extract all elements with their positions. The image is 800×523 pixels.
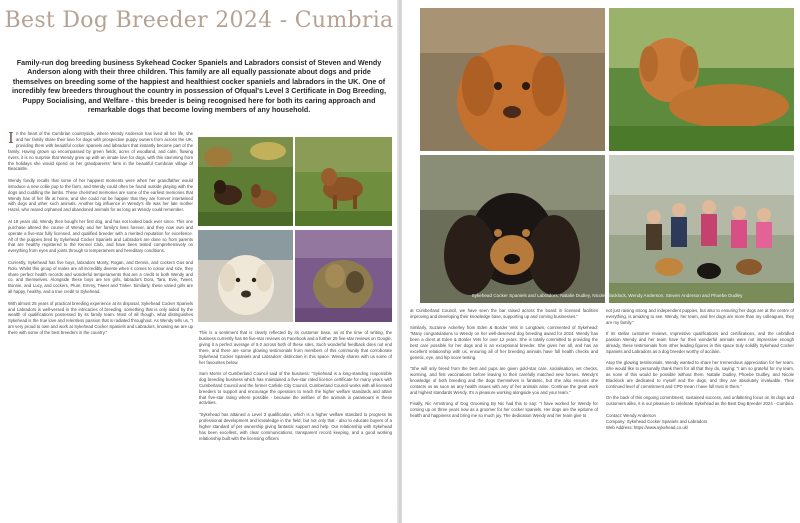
right-col1-para: at Cumberland Council, we have seen the bar raised across the board in licensed facilities improving and developing their knowledge base, supporting up and coming businesses." [410,308,598,319]
photo-labrador-lying [609,8,794,151]
contact-block [606,413,794,431]
right-col1-para: Similarly, Suzanne Ackerley from Eden & Border Vets in Longtown, commented of Sykehead: "Many congratulations to Wendy on her well-deserved dog breeding award for 2024. Wendy has been a client at Eden & Border Vets for over 12 years. She is totally committed to providing the best care possible for her dogs and is an exceptional breeder. She gives her all, and has an excellent relationship with us, ensuring all of her breeding animals have full health checks and genetic, eye, and hip score testing. [410,325,598,360]
photo-caption: Sykehead Cocker Spaniels and Labradors: Natalie Dudley, Nicole Blacklock, Wendy Anderson, Steven Anderson and Phoebe Dudley [471,293,743,298]
right-col2-para: On the back of this ongoing commitment, sustained success, and unfaltering focus on its dogs and customers alike, it is our pleasure to celebrate Sykehead as the Best Dog Breeder 2024 - Cumbria. [606,395,794,407]
left-col1-para: In the heart of the Cumbrian countryside, where Wendy Anderson has lived all her life, she and her family share their love for dogs with prospective puppy owners from across the UK, providing them with beautiful cocker spaniels and labradors that instantly become part of the family. Having grown up encompassed by green fields, acres of woodland, and calm, flowing rivers, it is no surprise that Wendy grew up with an innate love for dogs, with this stemming from the holidays she would spend on her grandparents' farm in the beautiful Cumbrian village of Beacastle. [8,131,193,172]
photo-labrador-lying-image [609,8,794,151]
photo-fox-red-labrador-image [420,8,605,151]
photo-team [609,155,794,303]
right-col1-para: "She will only breed from the best and pups are given gold-star care, socialisation, vet checks, worming, and first vaccinations before leaving to their carefully matched new homes. Wendy's knowledge of both breeding and the dogs themselves is fantastic, but she also ensures she contacts us as soon as any health issues with any of her animals arise. Continue the great work and highest standards Wendy. It's a pleasure working alongside you and your team." [410,366,598,395]
intro-paragraph: Family-run dog breeding business Sykehead Cocker Spaniels and Labradors consist of Steven and Wendy Anderson along with their three children. This family are all equally passionate about dogs and pride themselves on breeding some of the happiest and healthiest cocker spaniels and labradors in the UK. One of incredibly few breeders throughout the country in possession of Ofqual's Level 3 Certificate in Dog Breeding, Puppy Socialising, and Welfare - this breeder is being recognised here for both its caring approach and remarkable dogs that become loving members of any household. [12,58,386,115]
left-col1-para: Wendy fondly recalls that some of her happiest moments were when her grandfather would introduce a new collie pup to the farm, and Wendy could often be found outside playing with the dogs and cuddling the lambs. These cherished memories are some of the earliest memories that Wendy has of her life at home, and she could not be happier that they are forever intertwined with dogs and other such animals. Another big influence in Wendy's life was her late mother Hazel, who reared orphaned and abandoned animals for as long as Wendy could remember. [8,177,193,213]
left-col2-para: This is a sentiment that is clearly reflected by its customer base, as at the time of writing, the business currently has 66 five-star reviews on Facebook and a further 25 five-star reviews on Google, giving it a perfect average of 5.0 across both of these sites. Such wonderful feedback does not end there, and there are some glowing testimonials from members of this community that corroborate Sykehead Cocker Spaniels and Labradors' distinction in this space. Wendy shares with us some of her favourites below. [199,330,392,365]
right-column-1 [410,308,598,523]
left-page [0,0,398,523]
photo-cockers-in-field [198,137,293,226]
photo-cream-labrador-image [198,230,293,322]
photo-cockers-in-field-image [198,137,293,226]
right-col2-para: Atop the glowing testimonials, Wendy wanted to share her tremendous appreciation for her team. She would like to personally thank them for all that they do, saying: "I am so grateful for my team, as none of this would be possible without them. Natalie Dudley, Phoebe Dudley, and Nicole Blacklock are dedicated to myself and the dogs, and they are absolutely invaluable. Their continued level of commitment and CPD mean I have full trust in them." [606,360,794,389]
left-col2-para: Sam Morris of Cumberland Council said of the business: "Sykehead is a long-standing responsible dog breeding business which has maintained a five-star rated licence certificate for many years with Cumberland Council and the former Carlisle City Council. Cumberland Council works with all licensed breeders to support and encourage the operators to reach the higher welfare standards and attain that five-star rating where possible - because the welfare of the animals is paramount in these activities. [199,370,392,406]
photo-team-image [609,155,794,303]
right-col2-para: not just raising strong and independent puppies, but also to ensuring her dogs are at the centre of everything, is amazing to see. Wendy, her team, and her dogs are more than my colleagues, they are my family." [606,308,794,325]
left-col2-para: "Sykehead has attained a Level 3 qualification, which is a higher welfare standard to progress its professional development and knowledge in the field, but not only that - also to educate buyers of a higher standard of pet ownership giving fantastic support and help. Our relationship with Sykehead has been excellent, with clear communications, transparent record keeping, and a good working relationship built with the licensing officers [199,411,392,441]
photo-cocker-on-grass [295,137,392,226]
right-column-2 [606,308,794,523]
right-col1-para: Finally, Nic Armstrong of Dog Grooming By Nic had this to say: "I have worked for Wendy for coming up on three years now as a groomer for her cocker spaniels. Her dogs are the epitome of health and happiness and bring me so much joy. The dedication Wendy and her team give to [410,401,598,419]
contact-name: Contact: Wendy Anderson [606,413,656,419]
left-col1-para: Currently, Sykehead has five boys, labradors Monty, Rogan, and Dennis, and cockers Gus and Rolo. Whilst this group of males are all incredibly diverse when it comes to colour and size, they share perfect health records and wonderful temperaments that are a credit to both Wendy and co. and themselves. Alongside these boys are ten girls, labradors Dora, Tara, Evie, Tweet, Bonnie, and Lucy, and cockers, Plum, Emmy, Tweet and Tinker. Similarly, these varied girls are all happy, healthy, and a true credit to Sykehead. [8,259,193,295]
left-column-2 [199,330,392,523]
photo-fox-red-labrador [420,8,605,151]
right-col2-para: If its stellar customer reviews, impressive qualifications and certifications, and the unbridled passion Wendy and her team have for their wonderful animals were not impressive enough already, these testimonials from other leading figures in this space truly solidify Sykehead Cocker Spaniels and Labradors as a dog breeder worthy of acclaim. [606,331,794,354]
dropcap: I [8,131,14,147]
left-column-1 [8,131,193,523]
left-col1-para: With almost 25 years of practical breeding experience at its disposal, Sykehead Cocker Spaniels and Labradors is well-versed in the intricacies of breeding, something that is only aided by the wealth of qualifications possessed by its family team. Most of all though, what distinguishes Sykehead is the true love and relentless passion that is radiated throughout. As Wendy tells us, "I am very proud to own and work at Sykehead Cocker Spaniels and Labradors, knowing we are up there with some of the best breeders in the country." [8,300,193,336]
headline: Best Dog Breeder 2024 - Cumbria [4,8,394,33]
right-page [402,0,800,523]
left-col1-para: At 18 years old, Wendy then bought her first dog, and has not looked back ever since. This one purchase altered the course of Wendy and her family's lives forever, and they now own and operate a five-star fully licensed, and qualified breeder with a merited reputation for excellence. All of the puppies bred by Sykehead Cocker Spaniels and Labradors are done so from parents that are healthy registered to the Kennel Club, and have been tested comprehensively on everything from eyes and joints through to temperament and hereditary conditions. [8,218,193,254]
photo-black-tan-cocker [420,155,605,303]
contact-web-address[interactable]: Web Address: https://www.sykehead.co.uk/ [606,425,689,430]
photo-cream-labrador [198,230,293,322]
photo-black-tan-cocker-image [420,155,605,303]
contact-company: Company: Sykehead Cocker Spaniels and Labradors [606,419,708,425]
photo-cocker-on-grass-image [295,137,392,226]
photo-dogs-in-heather [295,230,392,322]
photo-dogs-in-heather-image [295,230,392,322]
